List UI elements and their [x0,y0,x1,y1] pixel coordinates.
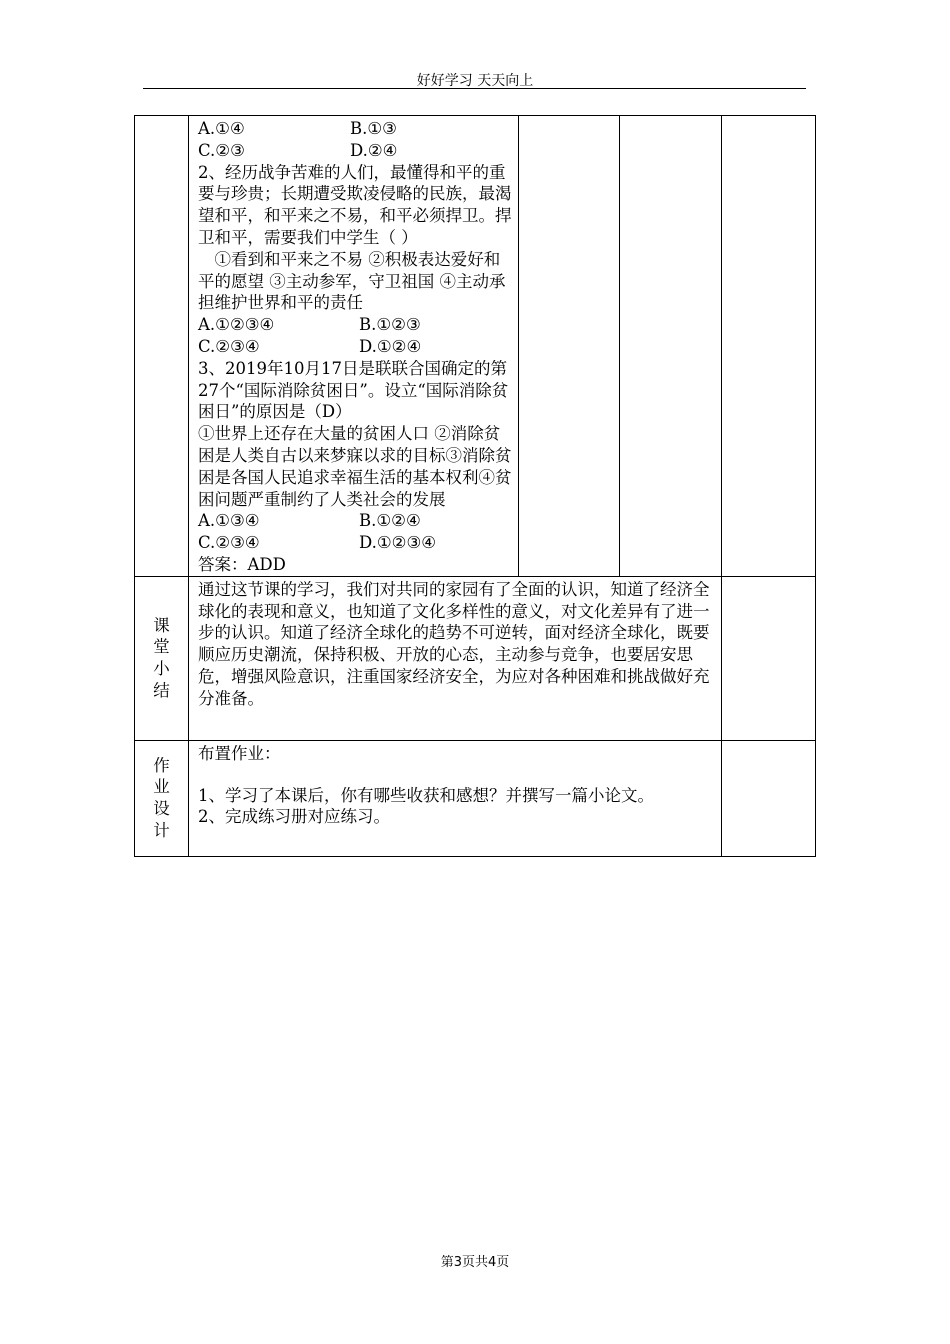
summary-label-char: 课 [153,615,170,635]
answer-line: 答案：ADD [198,554,286,574]
q3-options-row-2 [198,532,514,554]
exercise-label-cell [135,116,189,577]
summary-row [135,576,816,740]
homework-label-cell [135,740,189,856]
summary-label-char: 堂 [153,637,170,657]
q2-options-row-1 [198,314,514,336]
header-rule [143,88,806,89]
q2-option-d: D.①②④ [359,336,422,356]
homework-label-char: 计 [153,821,170,841]
summary-empty-cell [722,576,816,740]
homework-title: 布置作业： [198,743,281,763]
homework-content-cell [189,740,722,856]
exercise-content-cell [189,116,519,577]
page-footer: 第3页共4页 [440,1255,510,1270]
summary-content-cell [189,576,722,740]
empty-cell-2 [620,116,722,577]
summary-text: 通过这节课的学习，我们对共同的家园有了全面的认识，知道了经济全球化的表现和意义，也知道了文化多样性的意义，对文化差异有了进一步的认识。知道了经济全球化的趋势不可逆转，面对经济全球化，既要顺应历史潮流，保持积极、开放的心态，主动参与竞争，也要居安思危，增强风险意识，注重国家经济安全，为应对各种困难和挑战做好充分准备。 [198,579,710,708]
summary-label-cell [135,576,189,740]
q3-option-b: B.①②④ [359,511,421,531]
q3-option-c: C.②③④ [198,533,260,553]
homework-label-char: 业 [153,777,170,797]
q1-option-b: B.①③ [350,119,397,138]
homework-label-char: 作 [153,755,170,775]
page-header: 好好学习 天天向上 [416,73,534,89]
homework-empty-cell [722,740,816,856]
homework-row [135,740,816,856]
homework-label-char: 设 [153,799,170,819]
homework-item-2: 2、完成练习册对应练习。 [198,807,390,827]
empty-cell-1 [519,116,620,577]
q2-option-b: B.①②③ [359,315,421,335]
q3-options-row-1 [198,510,514,532]
q2-stem: 2、经历战争苦难的人们，最懂得和平的重要与珍贵；长期遭受欺凌侵略的民族，最渴望和平，和平来之不易，和平必须捍卫。捍卫和平，需要我们中学生（ ） [198,162,512,247]
q1-options-row-1 [198,118,514,140]
q2-option-c: C.②③④ [198,336,260,356]
q3-option-a: A.①③④ [198,511,260,531]
q3-items: ①世界上还存在大量的贫困人口 ②消除贫困是人类自古以来梦寐以求的目标③消除贫困是各国人民追求幸福生活的基本权利④贫困问题严重制约了人类社会的发展 [198,424,512,509]
q3-option-d: D.①②③④ [359,533,437,553]
empty-cell-3 [722,116,816,577]
q1-option-d: D.②④ [350,140,398,160]
q2-options-row-2 [198,336,514,358]
q1-option-a: A.①④ [198,119,245,138]
q2-option-a: A.①②③④ [198,315,275,335]
lesson-table [134,115,816,857]
q1-options-row-2 [198,140,514,162]
summary-label-char: 结 [153,681,170,701]
q1-option-c: C.②③ [198,140,245,160]
exercise-row [135,116,816,577]
homework-item-1: 1、学习了本课后，你有哪些收获和感想？并撰写一篇小论文。 [198,785,654,805]
summary-label-char: 小 [153,659,170,679]
q3-stem: 3、2019年10月17日是联联合国确定的第27个“国际消除贫困日”。设立“国际消除贫困日”的原因是（D） [198,358,509,422]
q2-items: ①看到和平来之不易 ②积极表达爱好和平的愿望 ③主动参军，守卫祖国 ④主动承担维护世界和平的责任 [198,249,506,313]
